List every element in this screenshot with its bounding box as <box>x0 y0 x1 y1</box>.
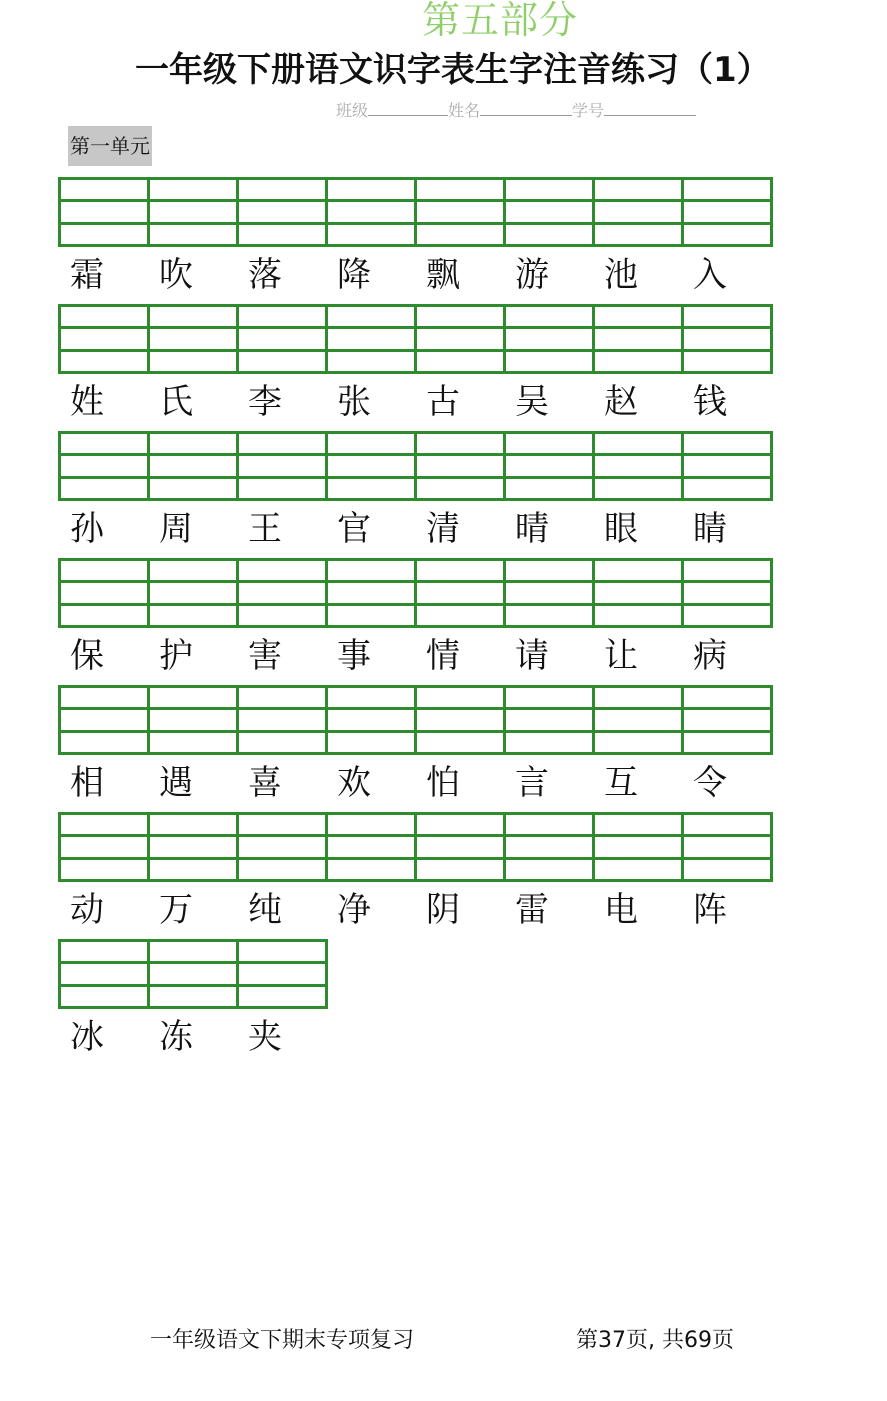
hanzi-character: 池 <box>604 255 638 295</box>
hanzi-character: 喜 <box>248 763 282 803</box>
practice-row <box>58 431 773 551</box>
pinyin-cell[interactable] <box>414 431 506 501</box>
practice-row <box>58 685 773 805</box>
hanzi-character: 病 <box>693 636 727 676</box>
pinyin-cell[interactable] <box>147 304 239 374</box>
class-label: 班级 <box>336 101 369 120</box>
hanzi-character: 游 <box>515 255 549 295</box>
hanzi-character: 害 <box>248 636 282 676</box>
number-label: 学号 <box>572 101 605 120</box>
pinyin-grid <box>58 812 773 882</box>
pinyin-cell[interactable] <box>592 685 684 755</box>
footer-page-number: 第37页, 共69页 <box>576 1328 734 1353</box>
practice-row <box>58 812 773 932</box>
character-line <box>58 888 773 932</box>
hanzi-character: 动 <box>70 890 104 930</box>
pinyin-cell[interactable] <box>503 685 595 755</box>
pinyin-cell[interactable] <box>236 939 328 1009</box>
character-line <box>58 507 773 551</box>
hanzi-character: 周 <box>159 509 193 549</box>
pinyin-cell[interactable] <box>414 177 506 247</box>
pinyin-grid <box>58 177 773 247</box>
pinyin-cell[interactable] <box>325 177 417 247</box>
hanzi-character: 睛 <box>693 509 727 549</box>
pinyin-cell[interactable] <box>236 812 328 882</box>
pinyin-cell[interactable] <box>236 685 328 755</box>
pinyin-cell[interactable] <box>681 812 773 882</box>
pinyin-cell[interactable] <box>147 558 239 628</box>
pinyin-cell[interactable] <box>414 304 506 374</box>
pinyin-cell[interactable] <box>325 812 417 882</box>
pinyin-cell[interactable] <box>592 177 684 247</box>
unit-label: 第一单元 <box>68 126 152 166</box>
pinyin-cell[interactable] <box>58 939 150 1009</box>
pinyin-cell[interactable] <box>414 685 506 755</box>
character-line <box>58 761 773 805</box>
practice-row <box>58 177 773 297</box>
hanzi-character: 令 <box>693 763 727 803</box>
pinyin-grid <box>58 939 328 1009</box>
hanzi-character: 清 <box>426 509 460 549</box>
class-blank[interactable] <box>368 101 448 116</box>
hanzi-character: 晴 <box>515 509 549 549</box>
pinyin-cell[interactable] <box>681 177 773 247</box>
pinyin-cell[interactable] <box>414 812 506 882</box>
hanzi-character: 夹 <box>248 1017 282 1057</box>
hanzi-character: 护 <box>159 636 193 676</box>
character-line <box>58 1015 328 1059</box>
pinyin-cell[interactable] <box>325 685 417 755</box>
hanzi-character: 情 <box>426 636 460 676</box>
page-title: 一年级下册语文识字表生字注音练习（1） <box>135 50 771 90</box>
pinyin-cell[interactable] <box>325 431 417 501</box>
hanzi-character: 吴 <box>515 382 549 422</box>
pinyin-cell[interactable] <box>58 685 150 755</box>
student-info-line <box>336 100 696 122</box>
hanzi-character: 言 <box>515 763 549 803</box>
pinyin-grid <box>58 685 773 755</box>
pinyin-cell[interactable] <box>58 431 150 501</box>
hanzi-character: 万 <box>159 890 193 930</box>
hanzi-character: 电 <box>604 890 638 930</box>
hanzi-character: 净 <box>337 890 371 930</box>
pinyin-cell[interactable] <box>147 177 239 247</box>
pinyin-cell[interactable] <box>325 558 417 628</box>
pinyin-grid <box>58 431 773 501</box>
hanzi-character: 阵 <box>693 890 727 930</box>
hanzi-character: 冻 <box>159 1017 193 1057</box>
hanzi-character: 李 <box>248 382 282 422</box>
pinyin-cell[interactable] <box>592 304 684 374</box>
pinyin-cell[interactable] <box>236 431 328 501</box>
pinyin-cell[interactable] <box>592 558 684 628</box>
hanzi-character: 官 <box>337 509 371 549</box>
pinyin-cell[interactable] <box>58 304 150 374</box>
hanzi-character: 入 <box>693 255 727 295</box>
pinyin-cell[interactable] <box>503 304 595 374</box>
pinyin-cell[interactable] <box>58 558 150 628</box>
hanzi-character: 让 <box>604 636 638 676</box>
pinyin-cell[interactable] <box>58 177 150 247</box>
hanzi-character: 王 <box>248 509 282 549</box>
hanzi-character: 吹 <box>159 255 193 295</box>
section-heading: 第五部分 <box>422 0 579 42</box>
hanzi-character: 张 <box>337 382 371 422</box>
pinyin-cell[interactable] <box>147 812 239 882</box>
pinyin-cell[interactable] <box>681 304 773 374</box>
pinyin-cell[interactable] <box>503 558 595 628</box>
practice-row <box>58 304 773 424</box>
hanzi-character: 眼 <box>604 509 638 549</box>
hanzi-character: 降 <box>337 255 371 295</box>
hanzi-character: 钱 <box>693 382 727 422</box>
character-line <box>58 380 773 424</box>
name-label: 姓名 <box>448 101 481 120</box>
pinyin-cell[interactable] <box>147 939 239 1009</box>
name-blank[interactable] <box>480 101 572 116</box>
hanzi-character: 阴 <box>426 890 460 930</box>
hanzi-character: 欢 <box>337 763 371 803</box>
pinyin-cell[interactable] <box>236 177 328 247</box>
pinyin-cell[interactable] <box>58 812 150 882</box>
hanzi-character: 怕 <box>426 763 460 803</box>
pinyin-cell[interactable] <box>503 812 595 882</box>
pinyin-cell[interactable] <box>681 685 773 755</box>
practice-row <box>58 939 328 1059</box>
footer-course: 一年级语文下期末专项复习 <box>150 1328 415 1353</box>
character-line <box>58 634 773 678</box>
hanzi-character: 霜 <box>70 255 104 295</box>
practice-row <box>58 558 773 678</box>
pinyin-cell[interactable] <box>236 558 328 628</box>
hanzi-character: 赵 <box>604 382 638 422</box>
pinyin-cell[interactable] <box>503 431 595 501</box>
hanzi-character: 落 <box>248 255 282 295</box>
number-blank[interactable] <box>604 101 696 116</box>
hanzi-character: 飘 <box>426 255 460 295</box>
hanzi-character: 氏 <box>159 382 193 422</box>
hanzi-character: 纯 <box>248 890 282 930</box>
hanzi-character: 保 <box>70 636 104 676</box>
pinyin-cell[interactable] <box>503 177 595 247</box>
hanzi-character: 雷 <box>515 890 549 930</box>
pinyin-cell[interactable] <box>325 304 417 374</box>
pinyin-cell[interactable] <box>236 304 328 374</box>
character-line <box>58 253 773 297</box>
pinyin-grid <box>58 304 773 374</box>
pinyin-cell[interactable] <box>592 431 684 501</box>
pinyin-cell[interactable] <box>147 685 239 755</box>
pinyin-cell[interactable] <box>681 431 773 501</box>
hanzi-character: 姓 <box>70 382 104 422</box>
hanzi-character: 遇 <box>159 763 193 803</box>
hanzi-character: 相 <box>70 763 104 803</box>
pinyin-cell[interactable] <box>147 431 239 501</box>
hanzi-character: 请 <box>515 636 549 676</box>
pinyin-cell[interactable] <box>414 558 506 628</box>
pinyin-grid <box>58 558 773 628</box>
hanzi-character: 事 <box>337 636 371 676</box>
pinyin-cell[interactable] <box>681 558 773 628</box>
pinyin-cell[interactable] <box>592 812 684 882</box>
hanzi-character: 古 <box>426 382 460 422</box>
hanzi-character: 互 <box>604 763 638 803</box>
hanzi-character: 冰 <box>70 1017 104 1057</box>
hanzi-character: 孙 <box>70 509 104 549</box>
